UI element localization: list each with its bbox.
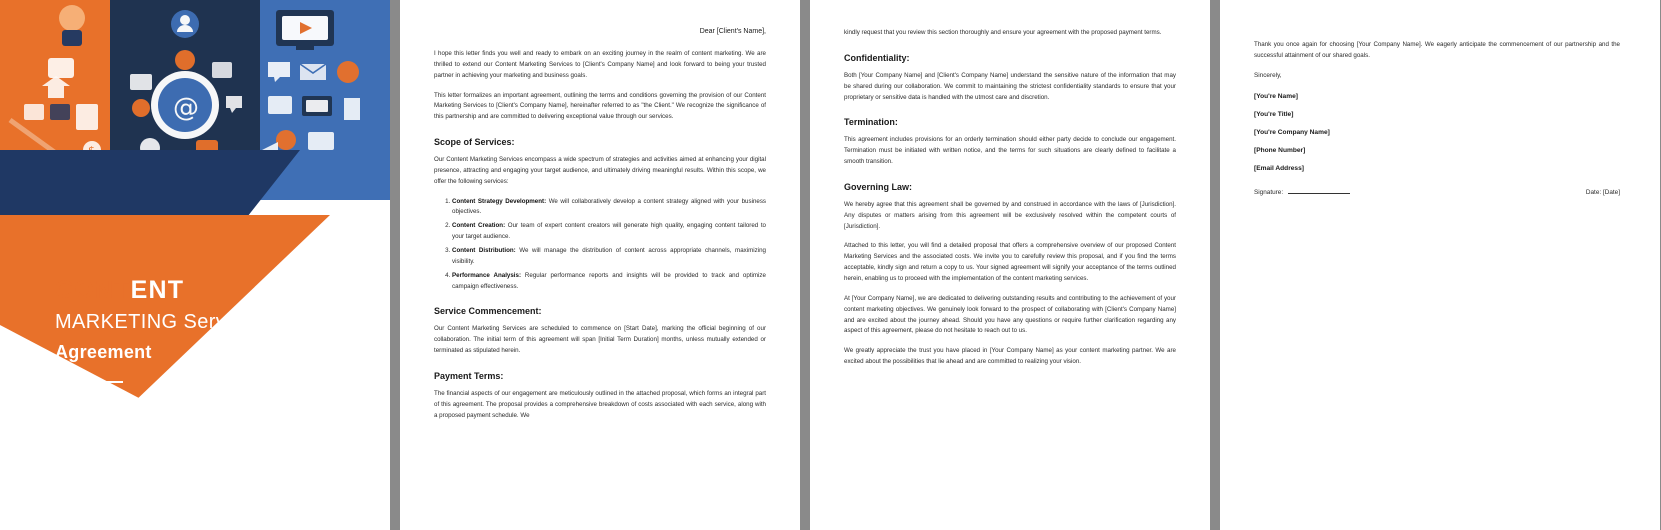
signature-row xyxy=(1254,186,1620,196)
paragraph-confidentiality: Both [Your Company Name] and [Client's Company Name] understand the sensitive nature of the information that may be shared during our collaboration. We commit to maintaining the strictest confidentiality standards to ensure that your proprietary or sensitive data is handled with the utmost care and discretion. xyxy=(844,71,1176,101)
page-3 xyxy=(1220,0,1660,530)
page-gap xyxy=(390,0,400,530)
page-gap xyxy=(1210,0,1220,530)
heading-service-commencement: Service Commencement: xyxy=(434,306,542,317)
signer-email: [Email Address] xyxy=(1254,164,1304,172)
cover-shapes xyxy=(0,0,390,530)
paragraph-governing-law: We hereby agree that this agreement shall be governed by and construed in accordance with the laws of [Jurisdiction]. Any disputes or matters arising from this agreement will be exclusively resolved within the competent courts of [Jurisdiction]. xyxy=(844,200,1176,230)
cover-title-line1-highlight: CONT xyxy=(55,276,131,304)
closing-salutation: Sincerely, xyxy=(1254,71,1282,79)
service-text: Regular performance reports and insights will be provided to track and optimize campaign effectiveness. xyxy=(452,271,766,290)
paragraph-scope: Our Content Marketing Services encompass a wide spectrum of strategies and activities aimed at enhancing your digital presence, attracting and engaging your target audience, and ultimately driving meaningful results. Within this scope, we offer the following services: xyxy=(434,156,766,185)
closing-block xyxy=(1220,0,1660,196)
salutation: Dear [Client's Name], xyxy=(699,28,766,35)
page-gap xyxy=(800,0,810,530)
service-term: Content Strategy Development: xyxy=(452,197,547,205)
list-item xyxy=(452,246,766,268)
cover-title-block xyxy=(55,278,375,383)
cover-title-line2: MARKETING Service xyxy=(55,311,253,333)
date-field[interactable]: Date: [Date] xyxy=(1585,188,1620,196)
cover-title-line3: Agreement xyxy=(55,342,152,362)
svg-text:$: $ xyxy=(88,144,95,157)
signer-name: [You're Name] xyxy=(1254,92,1298,100)
service-text: We will collaboratively develop a content strategy aligned with your business objectives. xyxy=(452,197,767,216)
services-list xyxy=(434,197,766,293)
paragraph-payment-continued: kindly request that you review this section thoroughly and ensure your agreement with the proposed payment terms. xyxy=(844,29,1162,36)
service-term: Content Distribution: xyxy=(452,246,516,254)
list-item xyxy=(452,271,766,293)
heading-termination: Termination: xyxy=(844,117,898,128)
paragraph-appreciation: We greatly appreciate the trust you have placed in [Your Company Name] as your content marketing partner. We are excited about the possibilities that lie ahead and are committed to realizing your vision. xyxy=(844,347,1176,366)
cover-title-line1 xyxy=(55,278,375,303)
signer-title: [You're Title] xyxy=(1254,110,1294,118)
cover-title-line1-rest: ENT xyxy=(130,276,185,304)
page-1 xyxy=(400,0,800,530)
heading-payment-terms: Payment Terms: xyxy=(434,370,504,381)
paragraph-formalizes: This letter formalizes an important agreement, outlining the terms and conditions governing the provision of our Content Marketing Services to [Client's Company Name], hereinafter referred to as "the Client." We recognize the significance of this partnership and are committed to delivering exceptional value through our services. xyxy=(434,91,766,121)
list-item xyxy=(452,197,766,219)
page-2 xyxy=(810,0,1210,530)
signature-label: Signature: xyxy=(1254,188,1285,196)
heading-scope-of-services: Scope of Services: xyxy=(434,137,515,148)
cover-divider xyxy=(55,381,123,383)
svg-text:@: @ xyxy=(173,93,199,123)
cover-page xyxy=(0,0,390,530)
paragraph-termination: This agreement includes provisions for an orderly termination should either party decide to conclude our engagement. Termination must be initiated with written notice, and the terms for such situations are clearly defined to facilitate a smooth transition. xyxy=(844,136,1176,166)
paragraph-thank-you: Thank you once again for choosing [Your Company Name]. We eagerly anticipate the commencement of our partnership and the successful attainment of our shared goals. xyxy=(1254,41,1620,59)
signature-line[interactable] xyxy=(1288,186,1350,194)
heading-confidentiality: Confidentiality: xyxy=(844,52,910,63)
signer-company: [You're Company Name] xyxy=(1254,128,1330,136)
signature-field[interactable] xyxy=(1254,186,1350,196)
paragraph-commencement: Our Content Marketing Services are scheduled to commence on [Start Date], marking the official beginning of our collaboration. The initial term of this agreement will span [Initial Term Duration] months, unless mutually extended or terminated as stipulated herein. xyxy=(434,325,766,355)
service-term: Content Creation: xyxy=(452,222,506,230)
service-text: Our team of expert content creators will generate high quality, engaging content tailored to your target audience. xyxy=(452,222,767,241)
list-item xyxy=(452,221,766,243)
service-term: Performance Analysis: xyxy=(452,271,522,279)
paragraph-intro: I hope this letter finds you well and ready to embark on an exciting journey in the realm of content marketing. We are thrilled to extend our Content Marketing Services to [Client's Company Name] and look forward to being your trusted partner in achieving your marketing and business goals. xyxy=(434,50,766,79)
paragraph-dedication: At [Your Company Name], we are dedicated to delivering outstanding results and contributing to the achievement of your content marketing objectives. We genuinely look forward to the prospect of collaborating with [Client's Company Name] and are excited about the journey ahead. Should you have any questions or require further clarification regarding any aspect of this agreement, please do not hesitate to reach out to us. xyxy=(844,294,1176,335)
service-text: We will manage the distribution of content across appropriate channels, maximizing visibility. xyxy=(452,246,766,265)
paragraph-payment: The financial aspects of our engagement are meticulously outlined in the attached proposal, which forms an integral part of this agreement. The proposal provides a comprehensive breakdown of costs associated with each service, along with a proposed payment schedule. We xyxy=(434,389,766,419)
paragraph-proposal: Attached to this letter, you will find a detailed proposal that offers a comprehensive overview of our proposed Content Marketing Services and the associated costs. We invite you to carefully review this proposal, and if you find the terms acceptable, kindly sign and return a copy to us. Your signed agreement will signify your acceptance of the terms outlined herein, enabling us to proceed with the implementation of the content marketing services. xyxy=(844,242,1176,282)
signer-phone: [Phone Number] xyxy=(1254,146,1306,154)
heading-governing-law: Governing Law: xyxy=(844,181,913,192)
